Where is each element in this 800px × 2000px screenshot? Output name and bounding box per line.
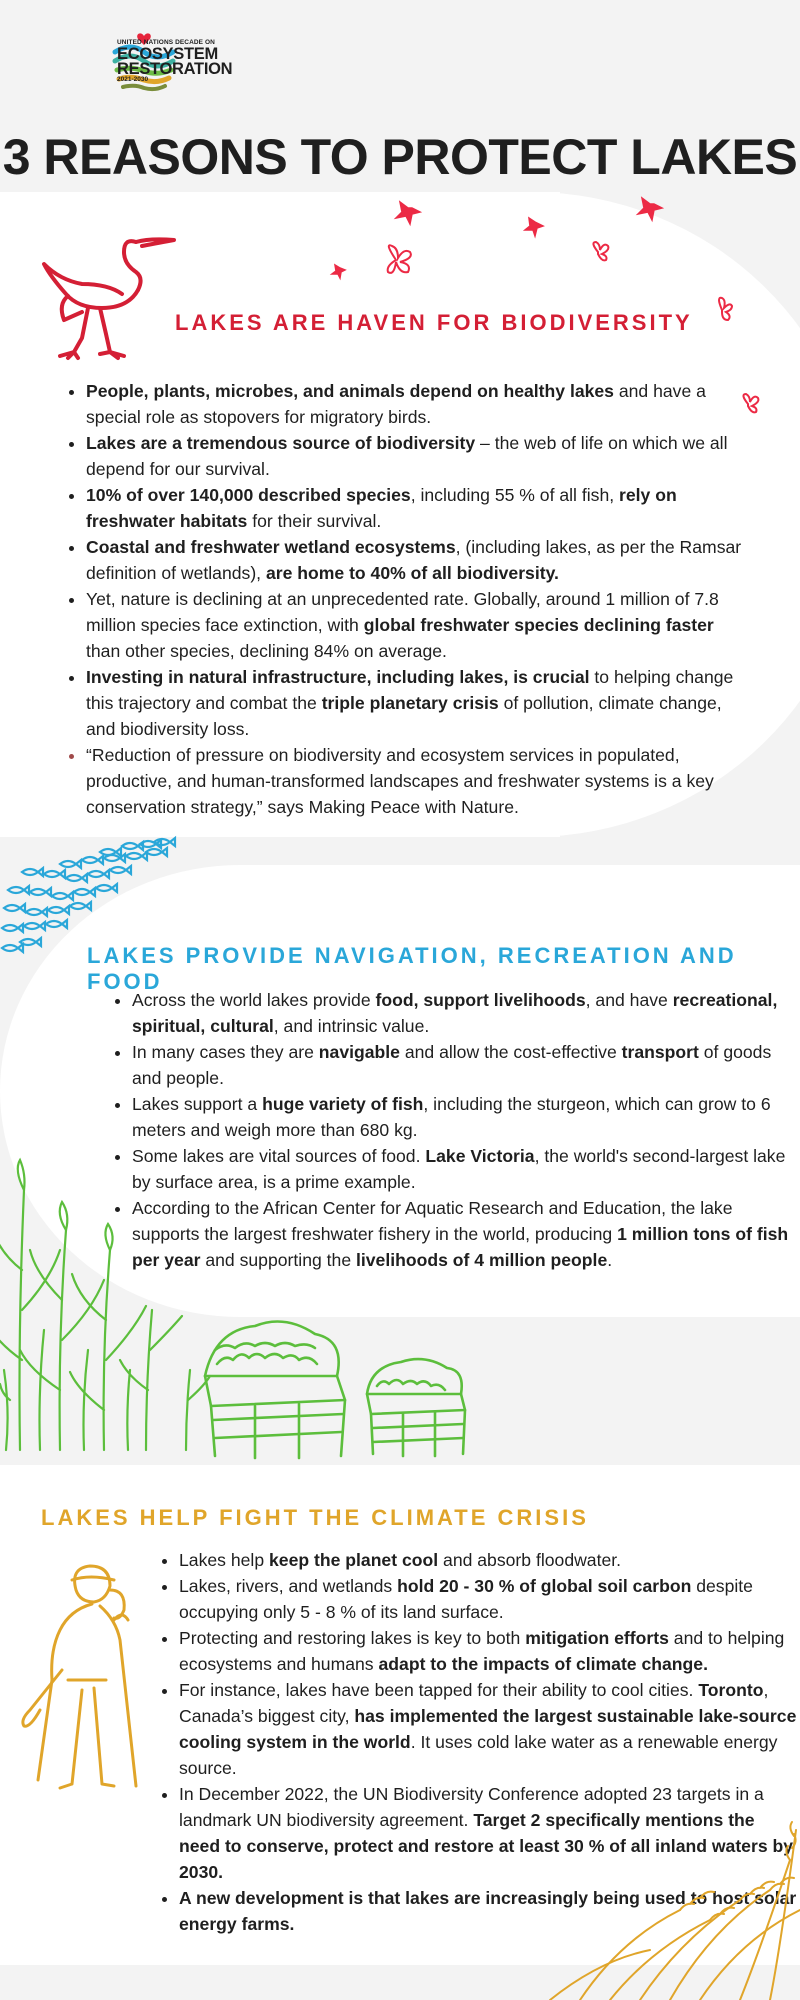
text: for their survival. xyxy=(247,511,382,531)
bold-text: food, support livelihoods xyxy=(375,990,586,1010)
text: despite occupying only 5 - 8 % of its land surface. xyxy=(179,1576,753,1622)
list-item xyxy=(132,1039,792,1091)
text: of pollution, climate change, and biodiversity loss. xyxy=(86,693,722,739)
list-item xyxy=(86,378,750,430)
climate-title: LAKES HELP FIGHT THE CLIMATE CRISIS xyxy=(41,1505,589,1530)
text: , Canada’s biggest city, xyxy=(179,1680,769,1726)
text: to helping change this trajectory and combat the xyxy=(86,667,734,713)
list-item xyxy=(86,586,750,664)
text: and absorb floodwater. xyxy=(438,1550,622,1570)
bold-text: mitigation efforts xyxy=(525,1628,669,1648)
text: and allow the cost-effective xyxy=(399,1042,622,1062)
bold-text: Lake Victoria xyxy=(425,1146,535,1166)
logo-line2: RESTORATION xyxy=(117,59,233,78)
list-item xyxy=(86,482,750,534)
bold-text: transport xyxy=(621,1042,699,1062)
text: and have a special role as stopovers for migratory birds. xyxy=(86,381,706,427)
text: For instance, lakes have been tapped for their ability to cool cities. xyxy=(179,1680,699,1700)
bold-text: keep the planet cool xyxy=(269,1550,439,1570)
biodiversity-title: LAKES ARE HAVEN FOR BIODIVERSITY xyxy=(175,310,693,335)
wheat-icon xyxy=(540,1800,800,2000)
list-item xyxy=(132,1143,792,1195)
text: , and have xyxy=(585,990,673,1010)
text: and supporting the xyxy=(200,1250,356,1270)
old-man-icon xyxy=(10,1560,160,1790)
fish-crates-icon xyxy=(195,1310,485,1460)
list-item xyxy=(86,430,750,482)
bold-text: A new development is that lakes are increasingly being used to host solar energy farms. xyxy=(179,1888,797,1934)
bold-text: rely on freshwater habitats xyxy=(86,485,677,531)
text: than other species, declining 84% on average. xyxy=(86,641,447,661)
text: – the web of life on which we all depend for our survival. xyxy=(86,433,728,479)
bold-text: recreational, spiritual, cultural xyxy=(132,990,778,1036)
bold-text: hold 20 - 30 % of global soil carbon xyxy=(397,1576,692,1596)
text: , (including lakes, as per the Ramsar definition of wetlands), xyxy=(86,537,742,583)
bold-text: Coastal and freshwater wetland ecosystems xyxy=(86,537,456,557)
text: . It uses cold lake water as a renewable energy source. xyxy=(179,1732,778,1778)
text: In many cases they are xyxy=(132,1042,319,1062)
corn-plants-icon xyxy=(0,1150,210,1450)
bold-text: global freshwater species declining faster xyxy=(363,615,714,635)
list-item xyxy=(86,534,750,586)
text: , including 55 % of all fish, xyxy=(410,485,620,505)
list-item xyxy=(179,1625,799,1677)
bold-text: 1 million tons of fish per year xyxy=(132,1224,789,1270)
logo-line1: ECOSYSTEM xyxy=(117,44,218,63)
biodiversity-list xyxy=(64,378,750,820)
bold-text: triple planetary crisis xyxy=(321,693,499,713)
list-item xyxy=(132,1195,792,1273)
text: Yet, nature is declining at an unprecedented rate. Globally, around 1 million of 7.8 million species face extinction, with xyxy=(86,589,719,635)
page-title: 3 REASONS TO PROTECT LAKES xyxy=(2,129,798,185)
text: In December 2022, the UN Biodiversity Conference adopted 23 targets in a landmark UN biodiversity agreement. xyxy=(179,1784,764,1830)
list-item xyxy=(132,987,792,1039)
bold-text: Toronto xyxy=(698,1680,764,1700)
bold-text: adapt to the impacts of climate change. xyxy=(378,1654,708,1674)
bold-text: huge variety of fish xyxy=(262,1094,424,1114)
text: , including the sturgeon, which can grow to 6 meters and weigh more than 680 kg. xyxy=(132,1094,771,1140)
bold-text: livelihoods of 4 million people xyxy=(356,1250,608,1270)
bold-text: People, plants, microbes, and animals depend on healthy lakes xyxy=(86,381,614,401)
text: , and intrinsic value. xyxy=(273,1016,430,1036)
heron-icon xyxy=(38,224,178,360)
text: Protecting and restoring lakes is key to both xyxy=(179,1628,526,1648)
bold-text: has implemented the largest sustainable lake-source cooling system in the world xyxy=(179,1706,797,1752)
text: . xyxy=(607,1250,613,1270)
text: and to helping ecosystems and humans xyxy=(179,1628,785,1674)
list-item xyxy=(179,1677,799,1781)
text: Lakes support a xyxy=(132,1094,263,1114)
text: “Reduction of pressure on biodiversity and ecosystem services in populated, productive, and human-transformed landscapes and freshwater systems is a key conservation strategy,” says Making Peace with Nature. xyxy=(86,745,714,817)
list-item xyxy=(132,1091,792,1143)
bold-text: are home to 40% of all biodiversity. xyxy=(265,563,559,583)
logo-small: UNITED NATIONS DECADE ON xyxy=(117,39,215,46)
text: Some lakes are vital sources of food. xyxy=(132,1146,426,1166)
navigation-list xyxy=(110,987,792,1273)
text: Lakes help xyxy=(179,1550,269,1570)
text: of goods and people. xyxy=(132,1042,772,1088)
text: , the world's second-largest lake by surface area, is a prime example. xyxy=(132,1146,786,1192)
list-item xyxy=(86,742,750,820)
text: Lakes, rivers, and wetlands xyxy=(179,1576,398,1596)
text: Across the world lakes provide xyxy=(132,990,376,1010)
text: According to the African Center for Aquatic Research and Education, the lake supports the largest freshwater fishery in the world, producing xyxy=(132,1198,733,1244)
list-item xyxy=(179,1547,799,1573)
list-item xyxy=(179,1573,799,1625)
bold-text: 10% of over 140,000 described species xyxy=(86,485,411,505)
logo-years: 2021-2030 xyxy=(117,75,149,83)
bold-text: Investing in natural infrastructure, including lakes, is crucial xyxy=(86,667,590,687)
navigation-title: LAKES PROVIDE NAVIGATION, RECREATION AND FOOD xyxy=(87,943,737,994)
logo-text xyxy=(117,40,232,83)
bold-text: Target 2 specifically mentions the need to conserve, protect and restore at least 30 % of all inland waters by 2030. xyxy=(179,1810,794,1882)
bold-text: Lakes are a tremendous source of biodiversity xyxy=(86,433,476,453)
bold-text: navigable xyxy=(318,1042,400,1062)
list-item xyxy=(86,664,750,742)
